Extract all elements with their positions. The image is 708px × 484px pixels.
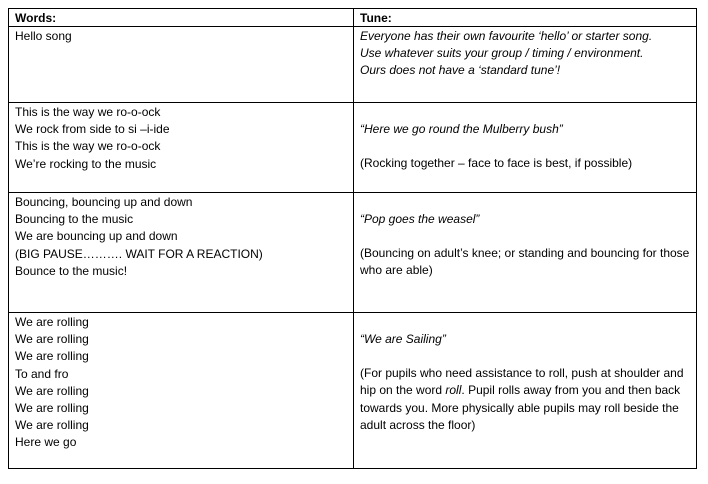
lyric-line: (BIG PAUSE………. WAIT FOR A REACTION) <box>15 246 263 261</box>
words-cell <box>9 313 354 469</box>
tune-instruction-line: Use whatever suits your group / timing / environment. <box>360 46 644 61</box>
lyric-line: We’re rocking to the music <box>15 156 157 171</box>
tune-cell <box>354 27 697 103</box>
tune-cell <box>354 103 697 193</box>
tune-cell <box>354 313 697 469</box>
words-column-header: Words: <box>9 9 354 27</box>
tune-cell <box>354 193 697 313</box>
tune-note: (Bouncing on adult’s knee; or standing and bouncing for those who are able) <box>360 246 690 278</box>
table-header-row <box>9 9 697 27</box>
lyric-line: We are rolling <box>15 418 89 433</box>
table-row <box>9 193 697 313</box>
lyric-line: We are rolling <box>15 315 89 329</box>
lyric-line: We are rolling <box>15 401 89 416</box>
lyric-line: Bouncing to the music <box>15 212 134 227</box>
lyric-line: We are rolling <box>15 332 89 347</box>
lyric-line: To and fro <box>15 366 69 381</box>
lyric-line: We are rolling <box>15 349 89 364</box>
lyric-line: We rock from side to si –i-ide <box>15 122 170 137</box>
table-row <box>9 103 697 193</box>
tune-note: (Rocking together – face to face is best, if possible) <box>360 156 633 171</box>
tune-note-text: . Pupil rolls away from you and then back towards you. More physically able pupils may roll beside the adult across the floor) <box>360 383 681 432</box>
tune-title: “We are Sailing” <box>360 332 446 346</box>
lyric-line: We are rolling <box>15 383 89 398</box>
tune-note-emphasis: roll <box>445 383 462 398</box>
lyric-line: Here we go <box>15 435 77 450</box>
lyric-line: Hello song <box>15 29 72 43</box>
lyric-line: We are bouncing up and down <box>15 229 178 244</box>
lyric-line: Bounce to the music! <box>15 263 128 278</box>
tune-note <box>360 365 690 434</box>
tune-instruction-line: Everyone has their own favourite ‘hello’ or starter song. <box>360 29 653 43</box>
words-cell <box>9 193 354 313</box>
songs-table <box>8 8 697 469</box>
words-cell <box>9 103 354 193</box>
tune-title: “Here we go round the Mulberry bush” <box>360 122 563 136</box>
table-row <box>9 313 697 469</box>
tune-column-header: Tune: <box>354 9 697 27</box>
table-row <box>9 27 697 103</box>
lyric-line: This is the way we ro-o-ock <box>15 139 161 154</box>
tune-instruction-line: Ours does not have a ‘standard tune’! <box>360 63 561 78</box>
tune-note-text: (For pupils who need assistance to roll, push at shoulder and hip on the word <box>360 366 684 398</box>
words-cell <box>9 27 354 103</box>
tune-title: “Pop goes the weasel” <box>360 212 480 226</box>
lyric-line: This is the way we ro-o-ock <box>15 105 161 119</box>
lyric-line: Bouncing, bouncing up and down <box>15 195 193 209</box>
